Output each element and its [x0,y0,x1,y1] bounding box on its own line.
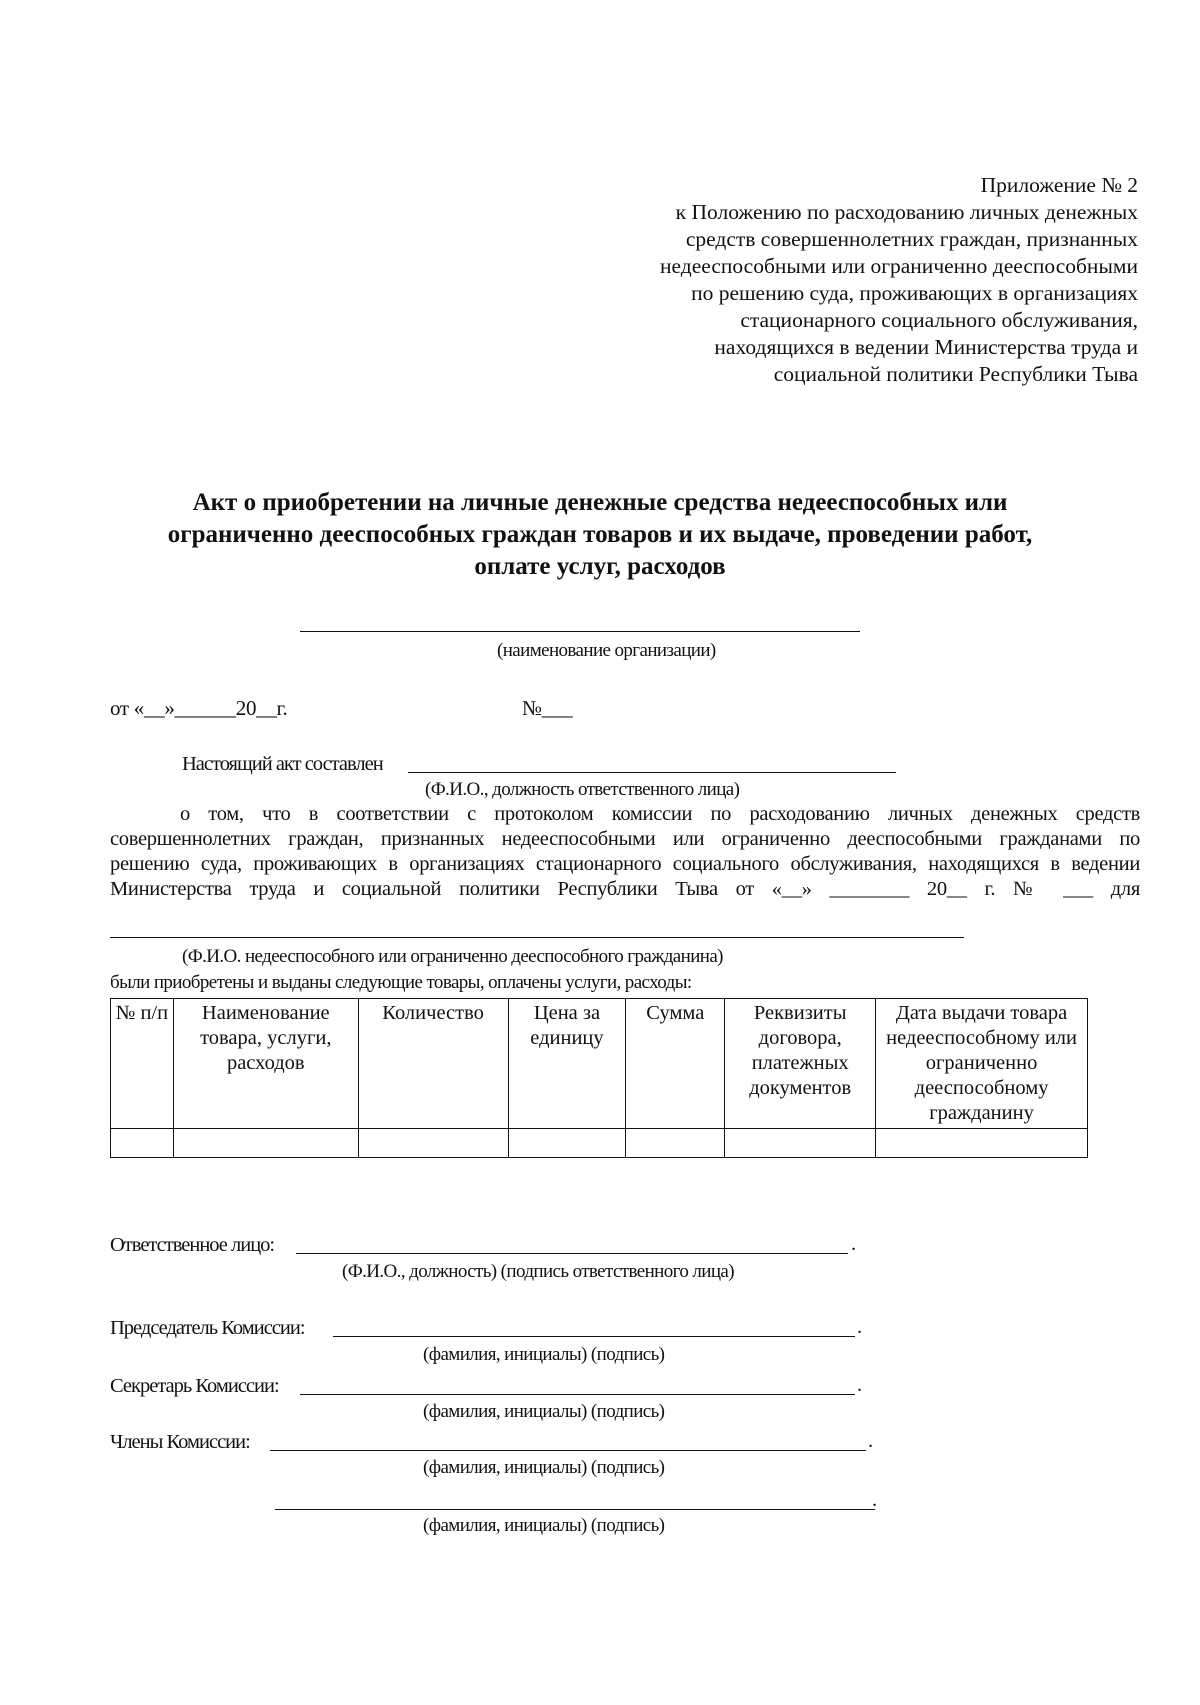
column-header-number: № п/п [111,999,174,1129]
column-header-sum: Сумма [626,999,725,1129]
appendix-line: социальной политики Республики Тыва [773,362,1138,386]
member-2-period: . [872,1489,877,1511]
paragraph-line: совершеннолетних граждан, признанных недееспособными или ограниченно дееспособными гражданами по [110,828,1140,850]
paragraph-line: Министерства труда и социальной политики Республики Тыва от «__» ________ 20__ г. № ___ для [110,878,1140,900]
document-title [80,487,1120,583]
citizen-name-field[interactable] [110,937,964,938]
paragraph-line: о том, что в соответствии с протоколом комиссии по расходованию личных денежных средств [180,803,1140,825]
chairman-label: Председатель Комиссии: [110,1317,305,1339]
act-date-field[interactable]: от «__»______20__г. [110,696,288,720]
column-header-quantity: Количество [358,999,508,1129]
column-header-requisites: Реквизиты договора, платежных документов [725,999,876,1129]
table-cell[interactable] [173,1129,358,1158]
table-row [111,1129,1088,1158]
responsible-caption: (Ф.И.О., должность) (подпись ответственного лица) [342,1261,734,1282]
act-number-field[interactable]: №___ [522,696,573,720]
organization-caption: (наименование организации) [497,640,716,661]
responsible-period: . [851,1233,856,1255]
column-header-unit-price: Цена за единицу [508,999,626,1129]
title-line: Акт о приобретении на личные денежные средства недееспособных или [192,489,1008,516]
responsible-label: Ответственное лицо: [110,1234,275,1256]
table-cell[interactable] [111,1129,174,1158]
appendix-line: к Положению по расходованию личных денежных [675,200,1138,224]
items-table [110,998,1088,1158]
member-1-signature-field[interactable] [270,1450,866,1451]
chairman-caption: (фамилия, инициалы) (подпись) [423,1344,665,1365]
secretary-label: Секретарь Комиссии: [110,1375,279,1397]
table-cell[interactable] [876,1129,1088,1158]
responsible-signature-field[interactable] [296,1253,848,1254]
act-paragraph [110,802,1140,902]
organization-name-field[interactable] [300,631,860,632]
table-cell[interactable] [358,1129,508,1158]
appendix-line: средств совершеннолетних граждан, признанных [685,227,1138,251]
appendix-line: находящихся в ведении Министерства труда и [714,335,1138,359]
appendix-line: Приложение № 2 [980,173,1138,197]
column-header-issue-date: Дата выдачи товара недееспособному или ограниченно дееспособному гражданину [876,999,1088,1129]
paragraph-line: решению суда, проживающих в организациях стационарного социального обслуживания, находящихся в ведении [110,853,1140,875]
member-2-caption: (фамилия, инициалы) (подпись) [423,1515,665,1536]
table-cell[interactable] [725,1129,876,1158]
title-line: ограниченно дееспособных граждан товаров и их выдаче, проведении работ, [167,521,1033,548]
appendix-line: по решению суда, проживающих в организациях [691,281,1138,305]
member-2-signature-field[interactable] [275,1509,875,1510]
items-intro-text: были приобретены и выданы следующие товары, оплачены услуги, расходы: [110,972,692,993]
column-header-name: Наименование товара, услуги, расходов [173,999,358,1129]
compiled-by-caption: (Ф.И.О., должность ответственного лица) [425,779,740,800]
appendix-line: стационарного социального обслуживания, [740,308,1138,332]
appendix-header [498,172,1138,388]
table-cell[interactable] [626,1129,725,1158]
compiled-by-field[interactable] [408,772,896,773]
citizen-caption: (Ф.И.О. недееспособного или ограниченно дееспособного гражданина) [182,946,723,967]
chairman-period: . [857,1316,862,1338]
member-1-caption: (фамилия, инициалы) (подпись) [423,1457,665,1478]
secretary-signature-field[interactable] [300,1394,855,1395]
members-label: Члены Комиссии: [110,1431,250,1453]
secretary-period: . [857,1374,862,1396]
members-period: . [868,1430,873,1452]
chairman-signature-field[interactable] [333,1336,855,1337]
appendix-line: недееспособными или ограниченно дееспособными [660,254,1138,278]
compiled-by-label: Настоящий акт составлен [182,753,383,775]
table-cell[interactable] [508,1129,626,1158]
title-line: оплате услуг, расходов [474,553,726,580]
secretary-caption: (фамилия, инициалы) (подпись) [423,1401,665,1422]
table-header-row [111,999,1088,1129]
